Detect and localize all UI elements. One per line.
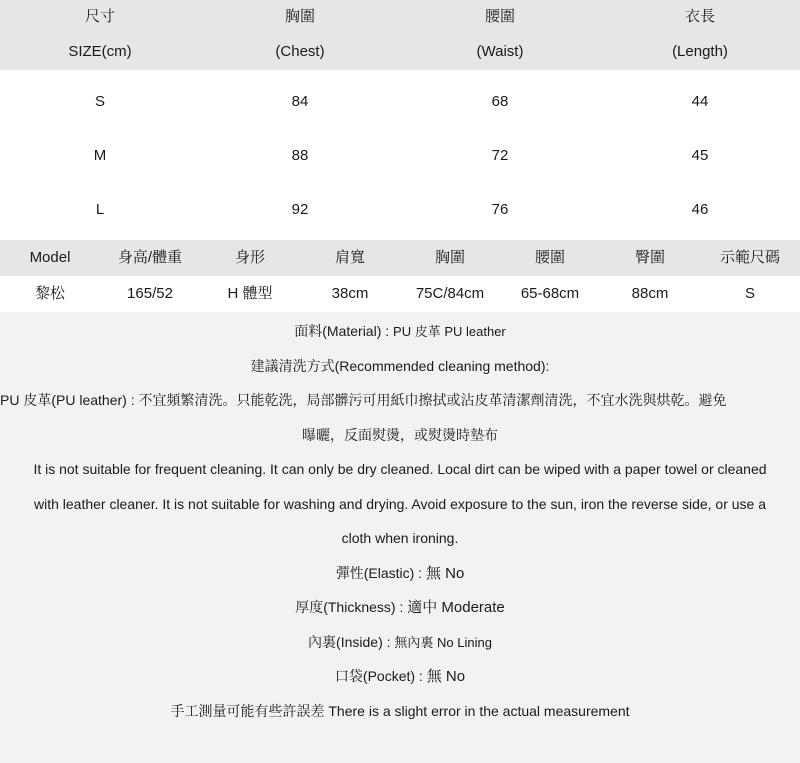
table-cell: 84 [291,93,309,110]
size-header-cell: 尺寸 [84,8,115,25]
table-row [0,128,800,182]
cleaning-en-line-2: with leather cleaner. It is not suitable for washing and drying. Avoid exposure to the sun, iron the reverse side, or use a [33,495,767,512]
table-cell: 44 [691,93,709,110]
waist-header-cell: 腰圍 [534,249,565,266]
table-cell: 88 [291,147,309,164]
table-cell: 72 [491,147,509,164]
table-cell: 45 [691,147,709,164]
body-shape-header-cell: 身形 [234,249,265,266]
size-header-en-cell: SIZE(cm) [68,43,132,60]
table-cell: S [744,285,755,302]
size-table-body [0,70,800,240]
table-cell: 68 [491,93,509,110]
material-label: 面料(Material) : [294,323,394,339]
thickness-label: 厚度(Thickness) : [295,599,408,615]
table-row [0,182,800,236]
table-cell: S [94,93,105,110]
elastic-label: 彈性(Elastic) : [335,564,426,581]
waist-header-en-cell: (Waist) [476,43,524,60]
table-cell: 黎松 [34,285,65,302]
chest-header-en-cell: (Chest) [275,43,325,60]
waist-header-cell: 腰圍 [484,8,515,25]
thickness-line [0,590,800,625]
size-header-cn-row [0,0,800,34]
size-table [0,0,800,240]
material-line [0,314,800,349]
shoulder-header-cell: 肩寬 [334,249,365,266]
pocket-value: 無 No [426,668,466,685]
table-cell: 38cm [331,285,369,302]
table-cell: 65-68cm [520,285,580,302]
inside-value: 無內裏 No Lining [394,634,492,650]
model-table-header [0,240,800,276]
demo-size-header-cell: 示範尺碼 [719,249,780,266]
cleaning-cn-line-1: PU 皮革(PU leather) : 不宜頻繁清洗。只能乾洗，局部髒污可用紙巾擦拭或沾皮革清潔劑清洗，不宜水洗與烘乾。避免 [0,392,727,408]
thickness-value: 適中 Moderate [407,599,505,616]
chest-header-cell: 胸圍 [284,8,315,25]
hip-header-cell: 臀圍 [634,249,665,266]
table-cell: 92 [291,201,309,218]
table-row [0,276,800,312]
table-cell: 46 [691,201,709,218]
length-header-cell: 衣長 [684,8,715,25]
inside-label: 內裏(Inside) : [308,633,395,650]
cleaning-en-line-1: It is not suitable for frequent cleaning. It can only be dry cleaned. Local dirt can be wiped with a paper towel or cleaned [33,461,767,477]
cleaning-en-line-3: cloth when ironing. [341,530,459,546]
table-cell: M [93,147,107,164]
chest-header-cell: 胸圍 [434,249,465,266]
elastic-line [0,556,800,591]
model-table [0,240,800,312]
table-cell: 165/52 [127,285,173,302]
pocket-label: 口袋(Pocket) : [334,668,427,684]
table-cell: H 體型 [227,285,273,302]
table-cell: 76 [491,201,509,218]
material-value: PU 皮革 PU leather [393,324,506,339]
size-table-header [0,0,800,70]
measurement-error-note: 手工測量可能有些許誤差 There is a slight error in the actual measurement [170,702,630,719]
elastic-value: 無 No [425,564,465,582]
height-weight-header-cell: 身高/體重 [117,249,183,266]
size-header-en-row [0,34,800,70]
table-row [0,74,800,128]
model-header-cell: Model [29,249,71,266]
table-cell: 88cm [631,285,669,302]
length-header-en-cell: (Length) [672,43,728,60]
table-cell: 75C/84cm [415,285,485,302]
pocket-line [0,659,800,694]
cleaning-cn-line-2: 曝曬，反面熨燙，或熨燙時墊布 [302,426,498,443]
product-info [0,312,800,763]
table-cell: L [95,201,105,218]
cleaning-title: 建議清洗方式(Recommended cleaning method): [250,357,550,374]
inside-line [0,625,800,660]
